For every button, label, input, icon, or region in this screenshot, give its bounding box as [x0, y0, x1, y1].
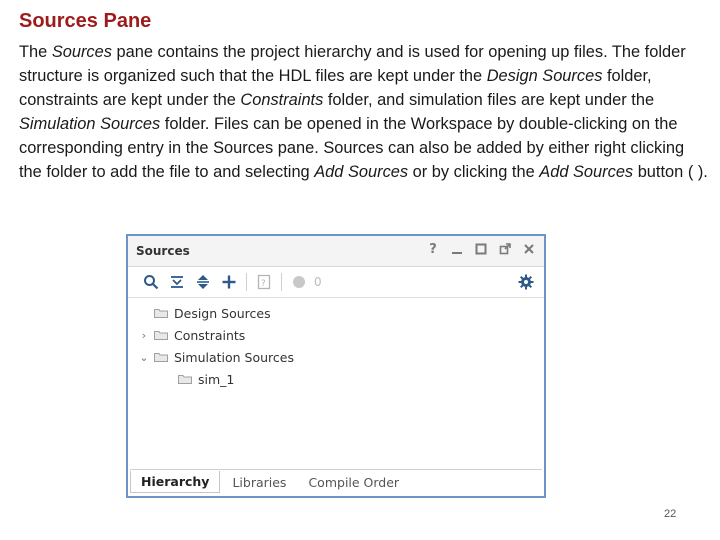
- tree-item-label: Simulation Sources: [174, 349, 295, 365]
- tree-item[interactable]: [128, 324, 544, 346]
- add-sources-icon[interactable]: [216, 271, 242, 293]
- tab-compile-order[interactable]: Compile Order: [308, 474, 400, 490]
- folder-icon: [154, 308, 174, 318]
- body-text-segment: button ( ).: [633, 163, 708, 181]
- pane-header: [128, 236, 544, 267]
- collapse-all-icon[interactable]: [164, 271, 190, 293]
- toolbar-divider: [281, 273, 282, 291]
- expand-all-icon[interactable]: [190, 271, 216, 293]
- sources-pane: [126, 234, 546, 498]
- emphasis-text: Sources: [51, 43, 112, 61]
- page-number: 22: [664, 508, 677, 520]
- source-tree: [128, 298, 544, 390]
- chevron-down-icon[interactable]: ⌄: [139, 350, 149, 364]
- body-text-segment: The: [19, 43, 52, 61]
- emphasis-text: Add Sources: [314, 163, 409, 181]
- status-count: 0: [314, 275, 322, 289]
- emphasis-text: Constraints: [240, 91, 324, 109]
- gear-icon[interactable]: [516, 272, 536, 292]
- chevron-right-icon[interactable]: ›: [141, 328, 147, 342]
- tree-spacer: [162, 373, 174, 385]
- tree-item[interactable]: [128, 346, 544, 368]
- body-text-segment: folder, constraints are kept under the: [19, 67, 652, 109]
- svg-text:?: ?: [261, 279, 266, 289]
- pane-toolbar: [128, 267, 544, 298]
- tree-item-label: sim_1: [198, 371, 235, 387]
- tab-hierarchy[interactable]: Hierarchy: [130, 471, 220, 493]
- folder-icon: [154, 330, 174, 340]
- body-paragraph: [19, 40, 711, 184]
- pane-title: Sources: [136, 244, 190, 258]
- tree-item[interactable]: [128, 302, 544, 324]
- tree-item-label: Constraints: [174, 327, 246, 343]
- body-text-segment: folder, and simulation files are kept under the: [323, 91, 655, 109]
- folder-icon: [154, 352, 174, 362]
- properties-icon[interactable]: [251, 271, 277, 293]
- tree-item-label: Design Sources: [174, 305, 271, 321]
- close-icon[interactable]: [522, 241, 536, 257]
- body-text-segment: or by clicking the: [408, 163, 540, 181]
- folder-icon: [178, 374, 198, 384]
- tab-libraries[interactable]: Libraries: [232, 474, 287, 490]
- slide-title: Sources Pane: [19, 10, 152, 32]
- float-icon[interactable]: [498, 241, 512, 257]
- body-text-segment: pane contains the project hierarchy and is used for opening up files. The folder structure is organized such that the HDL files are kept under the: [19, 43, 686, 85]
- emphasis-text: Add Sources: [539, 163, 634, 181]
- pane-tabs: [130, 469, 542, 494]
- status-dot-icon: [286, 271, 312, 293]
- toolbar-divider: [246, 273, 247, 291]
- emphasis-text: Design Sources: [486, 67, 603, 85]
- search-icon[interactable]: [138, 271, 164, 293]
- emphasis-text: Simulation Sources: [19, 115, 161, 133]
- maximize-icon[interactable]: [474, 241, 488, 257]
- minimize-icon[interactable]: [450, 241, 464, 257]
- help-icon[interactable]: ?: [429, 241, 437, 257]
- tree-item[interactable]: [128, 368, 544, 390]
- tree-spacer: [138, 307, 150, 319]
- body-text-segment: folder. Files can be opened in the Workspace by double-clicking on the corresponding entry in the Sources pane. Sources can also be added by either right clicking the folder to add the file to and selecting: [19, 115, 685, 181]
